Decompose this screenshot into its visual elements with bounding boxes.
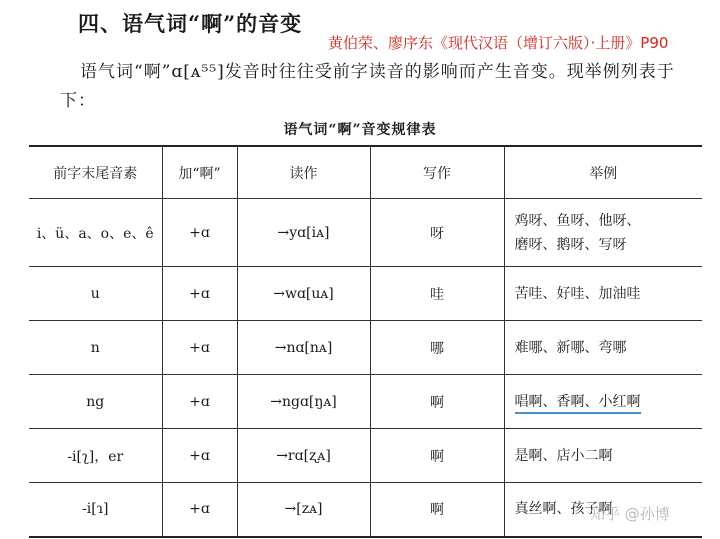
table-row [29,199,702,267]
cell-examples [504,199,702,267]
table-row [29,375,702,429]
cell-write: 哇 [370,267,504,321]
cell-write: 呀 [370,199,504,267]
header-pronounced: 读作 [237,146,370,199]
source-citation: 黄伯荣、廖序东《现代汉语（增订六版）·上册》P90 [328,34,669,52]
sound-change-table [29,145,702,538]
table-row [29,267,702,321]
table-row [29,321,702,375]
cell-write: 哪 [370,321,504,375]
header-examples: 举例 [504,146,702,199]
cell-final: n [29,321,162,375]
highlighted-example: 唱啊、香啊、小红啊 [515,394,641,414]
table-header-row [29,146,702,199]
intro-paragraph: 语气词“啊”ɑ[ᴀ⁵⁵]发音时往往受前字读音的影响而产生音变。现举例列表于下： [60,62,675,111]
cell-write: 啊 [370,375,504,429]
cell-add: +ɑ [162,321,237,375]
cell-final: -i[ʅ]，er [29,429,162,483]
cell-read: →[zᴀ] [237,483,370,537]
cell-add: +ɑ [162,429,237,483]
cell-examples: 难哪、新哪、弯哪 [504,321,702,375]
cell-final: u [29,267,162,321]
table-row [29,429,702,483]
header-final-phoneme: 前字末尾音素 [29,146,162,199]
cell-examples: 苦哇、好哇、加油哇 [504,267,702,321]
example-line: 磨呀、鹅呀、写呀 [514,236,627,253]
cell-read: →nɑ[nᴀ] [237,321,370,375]
cell-read: →ngɑ[ŋᴀ] [237,375,370,429]
cell-final: -i[ɿ] [29,483,162,537]
header-add-a: 加“啊” [162,146,237,199]
cell-examples: 是啊、店小二啊 [504,429,702,483]
cell-examples: 真丝啊、孩子啊 [504,483,702,537]
cell-final: ng [29,375,162,429]
cell-read: →wɑ[uᴀ] [237,267,370,321]
cell-read: →yɑ[iᴀ] [237,199,370,267]
cell-final: i、ü、a、o、e、ê [29,199,162,267]
cell-read: →rɑ[ʐᴀ] [237,429,370,483]
table-caption: 语气词“啊”音变规律表 [283,122,437,138]
cell-write: 啊 [370,429,504,483]
example-line: 鸡呀、鱼呀、他呀、 [514,212,641,229]
watermark: 知乎 @孙博 [590,505,670,523]
header-written: 写作 [370,146,504,199]
cell-write: 啊 [370,483,504,537]
cell-add: +ɑ [162,199,237,267]
cell-add: +ɑ [162,483,237,537]
cell-examples [504,375,702,429]
cell-add: +ɑ [162,267,237,321]
cell-add: +ɑ [162,375,237,429]
section-heading: 四、语气词“啊”的音变 [78,11,303,36]
